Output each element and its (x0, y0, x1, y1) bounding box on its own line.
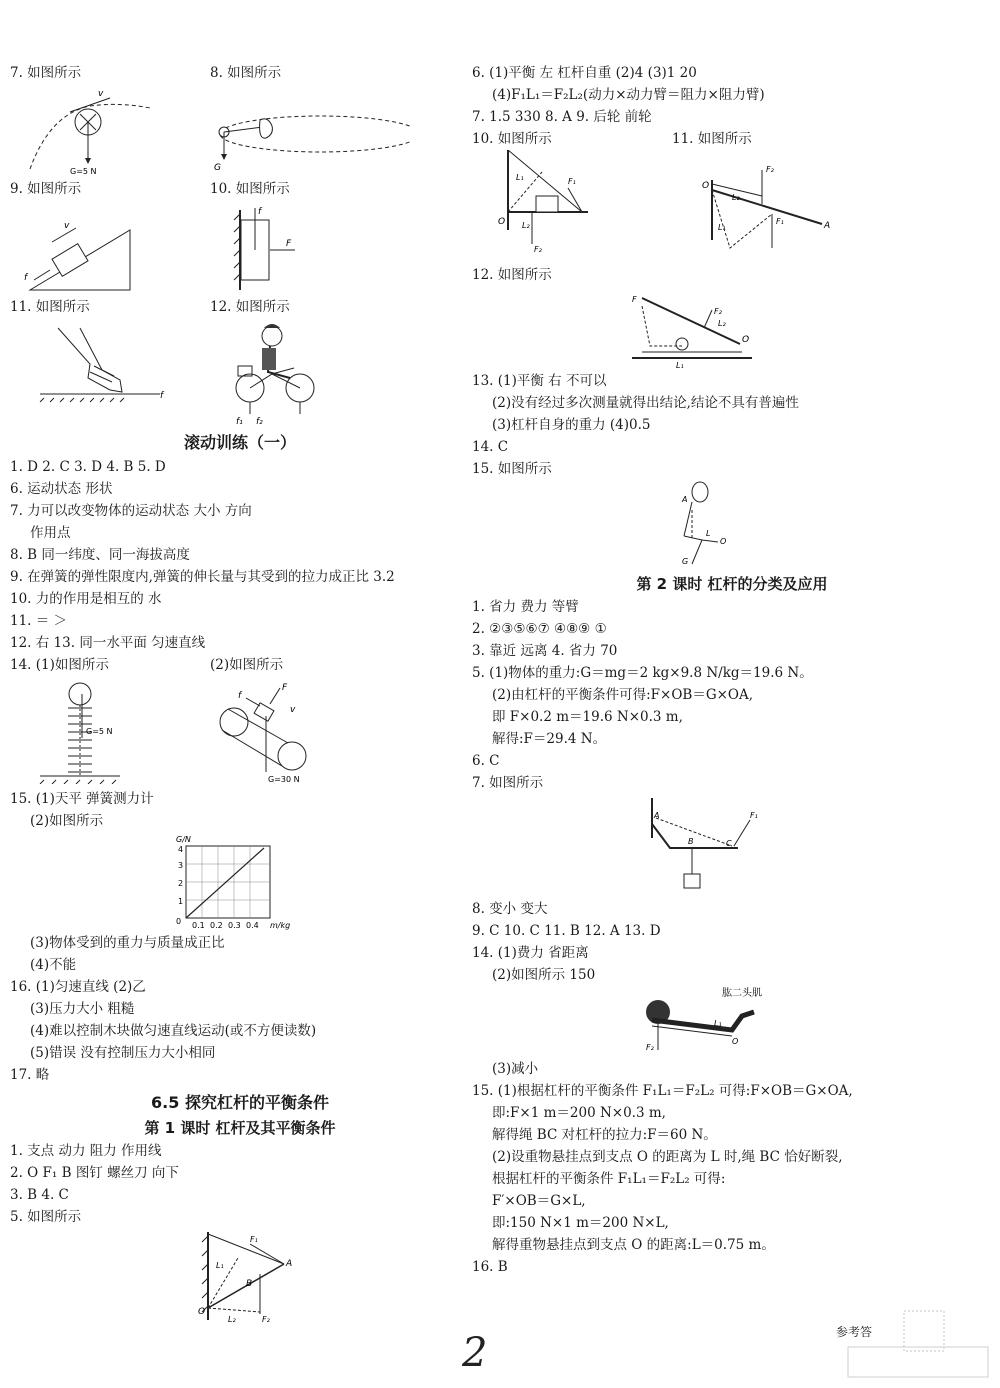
watermark-stamp (844, 1307, 994, 1382)
answer-line: 即:150 N×1 m＝200 N×L, (492, 1215, 669, 1231)
answer-line: (3)减小 (492, 1061, 539, 1077)
answer-line: 11. ＝ ＞ (10, 613, 68, 629)
arm-lever-svg (622, 986, 772, 1058)
svg-text:L₂: L₂ (228, 1315, 236, 1324)
r-q12-caption: 12. 如图所示 (472, 267, 552, 283)
answer-line: 6. (1)平衡 左 杠杆自重 (2)4 (3)1 20 (472, 65, 697, 81)
bicycle-rider-diagram (210, 318, 410, 426)
svg-text:v: v (290, 705, 296, 715)
answer-line: 7. 如图所示 (472, 775, 544, 791)
svg-text:3: 3 (178, 861, 184, 870)
answer-line: 16. B (472, 1259, 508, 1275)
ball-trajectory-diagram (10, 84, 210, 174)
answer-line: 即 F×0.2 m＝19.6 N×0.3 m, (492, 709, 683, 725)
lever-rope-diagram (672, 150, 872, 260)
section-subtitle-lesson2: 第 2 课时 杠杆的分类及应用 (636, 575, 828, 593)
svg-text:O: O (702, 181, 710, 191)
figures-r10-r11 (472, 128, 992, 264)
svg-text:0.2: 0.2 (210, 921, 223, 930)
answer-line: (2)如图所示 (30, 813, 104, 829)
answer-line: (4)不能 (30, 957, 77, 973)
svg-text:A: A (824, 221, 831, 231)
svg-text:G=30 N: G=30 N (268, 775, 300, 784)
svg-text:G=5 N: G=5 N (70, 167, 97, 174)
answer-line: 3. 靠近 远离 4. 省力 70 (472, 643, 618, 659)
q14-2-caption: (2)如图所示 (210, 657, 284, 673)
answer-line: 解得重物悬挂点到支点 O 的距离:L＝0.75 m。 (492, 1237, 775, 1253)
answer-line: 5. (1)物体的重力:G＝mg＝2 kg×9.8 N/kg＝19.6 N。 (472, 665, 813, 681)
leg-lever-svg (662, 480, 732, 570)
svg-text:F: F (286, 239, 292, 249)
answer-line: 根据杠杆的平衡条件 F₁L₁＝F₂L₂ 可得: (492, 1171, 726, 1187)
answer-line: (3)杠杆自身的重力 (4)0.5 (492, 417, 651, 433)
svg-text:O: O (498, 217, 506, 227)
answer-line: (2)设重物悬挂点到支点 O 的距离为 L 时,绳 BC 恰好断裂, (492, 1149, 843, 1165)
svg-text:F₂: F₂ (766, 165, 774, 174)
figures-14 (10, 654, 470, 788)
svg-text:G: G (682, 557, 689, 566)
answer-line: (2)没有经过多次测量就得出结论,结论不具有普遍性 (492, 395, 799, 411)
svg-text:L₂: L₂ (732, 193, 740, 202)
answer-line: 13. (1)平衡 右 不可以 (472, 373, 607, 389)
q10-caption: 10. 如图所示 (210, 181, 290, 197)
svg-text:F₁: F₁ (568, 177, 576, 186)
answer-line: 12. 右 13. 同一水平面 匀速直线 (10, 635, 206, 651)
answer-line: 7. 力可以改变物体的运动状态 大小 方向 (10, 503, 252, 519)
triangle-bracket-diagram (472, 150, 672, 260)
lever-wall-diagram-5 (10, 1228, 470, 1324)
answer-line: F′×OB＝G×L, (492, 1193, 586, 1209)
answer-line: 15. 如图所示 (472, 461, 552, 477)
answer-line: 9. 在弹簧的弹性限度内,弹簧的伸长量与其受到的拉力成正比 3.2 (10, 569, 395, 585)
svg-text:L₂: L₂ (718, 319, 726, 328)
figures-9-10 (10, 178, 470, 296)
answer-line: 15. (1)根据杠杆的平衡条件 F₁L₁＝F₂L₂ 可得:F×OB＝G×OA, (472, 1083, 853, 1099)
answer-line: 2. O F₁ B 图钉 螺丝刀 向下 (10, 1165, 179, 1181)
svg-text:L₁: L₁ (718, 223, 726, 232)
svg-text:1: 1 (178, 897, 184, 906)
section-subtitle-lesson1: 第 1 课时 杠杆及其平衡条件 (144, 1119, 336, 1137)
svg-text:0.3: 0.3 (228, 921, 241, 930)
answer-line: (3)物体受到的重力与质量成正比 (30, 935, 225, 951)
answer-line: 6. C (472, 753, 500, 769)
svg-text:v: v (64, 221, 70, 231)
svg-text:f₂: f₂ (256, 417, 263, 426)
svg-text:L₁: L₁ (676, 361, 684, 370)
svg-text:4: 4 (178, 845, 184, 854)
gravity-mass-graph (10, 832, 470, 932)
arm-lever-diagram (472, 986, 992, 1058)
svg-text:F: F (632, 295, 637, 304)
answer-line: 2. ②③⑤⑥⑦ ④⑧⑨ ① (472, 621, 607, 637)
answer-line: 14. (1)费力 省距离 (472, 945, 589, 961)
svg-text:B: B (246, 1279, 253, 1289)
svg-text:F₂: F₂ (714, 307, 722, 316)
r-q10-caption: 10. 如图所示 (472, 131, 552, 147)
crane-lever-svg (642, 794, 772, 898)
answer-line: (3)压力大小 粗糙 (30, 1001, 135, 1017)
svg-text:f₁: f₁ (236, 417, 243, 426)
svg-text:F₂: F₂ (262, 1315, 270, 1324)
svg-text:F₂: F₂ (534, 245, 542, 254)
handwritten-page-number: 2 (462, 1330, 488, 1376)
svg-text:A: A (682, 495, 688, 504)
answer-line: 16. (1)匀速直线 (2)乙 (10, 979, 146, 995)
svg-text:L₂: L₂ (522, 221, 530, 230)
svg-text:v: v (98, 89, 104, 99)
q11-caption: 11. 如图所示 (10, 299, 90, 315)
svg-text:肱二头肌: 肱二头肌 (722, 988, 762, 999)
answer-line: 即:F×1 m＝200 N×0.3 m, (492, 1105, 666, 1121)
svg-text:f: f (24, 273, 28, 283)
footer-reference-label: 参考答 (835, 1325, 872, 1339)
answer-line: 1. D 2. C 3. D 4. B 5. D (10, 459, 166, 475)
section-title-lever-balance: 6.5 探究杠杆的平衡条件 (151, 1093, 329, 1112)
swinging-ball-diagram (210, 84, 410, 174)
answer-line: 9. C 10. C 11. B 12. A 13. D (472, 923, 661, 939)
svg-text:F₂: F₂ (646, 1043, 654, 1052)
incline-block-diagram (10, 200, 210, 292)
svg-text:f: f (160, 391, 164, 401)
q12-caption: 12. 如图所示 (210, 299, 290, 315)
svg-text:O: O (732, 1037, 739, 1046)
answer-line: 15. (1)天平 弹簧测力计 (10, 791, 154, 807)
answer-line: (4)F₁L₁＝F₂L₂(动力×动力臂＝阻力×阻力臂) (492, 87, 765, 103)
answer-line: (4)难以控制木块做匀速直线运动(或不方便读数) (30, 1023, 317, 1039)
answer-line: 8. 变小 变大 (472, 901, 548, 917)
answer-line: 6. 运动状态 形状 (10, 481, 113, 497)
svg-text:m/kg: m/kg (270, 921, 291, 930)
wheelbarrow-svg (622, 286, 762, 370)
answer-line: 7. 1.5 330 8. A 9. 后轮 前轮 (472, 109, 652, 125)
answer-line: 5. 如图所示 (10, 1209, 82, 1225)
svg-text:2: 2 (178, 879, 184, 888)
answer-line: 1. 支点 动力 阻力 作用线 (10, 1143, 162, 1159)
answer-line: 8. B 同一纬度、同一海拔高度 (10, 547, 190, 563)
svg-text:B: B (688, 837, 694, 846)
q14-1-caption: 14. (1)如图所示 (10, 657, 109, 673)
answer-line: (2)由杠杆的平衡条件可得:F×OB＝G×OA, (492, 687, 754, 703)
q9-caption: 9. 如图所示 (10, 181, 82, 197)
svg-text:A: A (654, 811, 660, 820)
wheelbarrow-diagram (472, 286, 992, 370)
svg-text:f: f (258, 207, 262, 217)
svg-text:A: A (286, 1259, 293, 1269)
left-column (10, 62, 470, 1324)
answer-line: (2)如图所示 150 (492, 967, 596, 983)
svg-text:L₁: L₁ (216, 1261, 224, 1270)
q8-caption: 8. 如图所示 (210, 65, 282, 81)
figures-11-12 (10, 296, 470, 430)
answer-line: 3. B 4. C (10, 1187, 69, 1203)
leg-lever-diagram (472, 480, 992, 570)
svg-text:O: O (198, 1307, 206, 1317)
svg-text:L₁: L₁ (714, 1019, 722, 1028)
svg-text:F₁: F₁ (776, 217, 784, 226)
answer-line: 解得绳 BC 对杠杆的拉力:F＝60 N。 (492, 1127, 717, 1143)
q7-caption: 7. 如图所示 (10, 65, 82, 81)
svg-text:f: f (238, 691, 242, 701)
r-q11-caption: 11. 如图所示 (672, 131, 752, 147)
svg-text:0.1: 0.1 (192, 921, 205, 930)
right-column (472, 62, 992, 1278)
svg-text:F₁: F₁ (250, 1235, 258, 1244)
answer-line: (5)错误 没有控制压力大小相同 (30, 1045, 216, 1061)
svg-text:0: 0 (176, 917, 182, 926)
answer-line: 解得:F＝29.4 N。 (492, 731, 607, 747)
svg-text:C: C (726, 839, 732, 848)
svg-text:L₁: L₁ (516, 173, 524, 182)
svg-text:O: O (742, 335, 750, 345)
svg-text:G=5 N: G=5 N (86, 727, 113, 736)
foot-on-ground-diagram (10, 318, 210, 410)
section-title-rolling-training: 滚动训练（一） (183, 433, 296, 452)
svg-text:G: G (214, 163, 221, 173)
spring-ball-diagram (10, 676, 210, 784)
answer-line: 作用点 (30, 525, 71, 541)
svg-text:G/N: G/N (176, 835, 191, 844)
svg-text:L: L (706, 529, 711, 538)
svg-text:F: F (282, 683, 288, 693)
answer-line: 14. C (472, 439, 509, 455)
svg-text:F₁: F₁ (750, 811, 758, 820)
answer-line: 10. 力的作用是相互的 水 (10, 591, 162, 607)
svg-text:0.4: 0.4 (246, 921, 259, 930)
answer-line: 17. 略 (10, 1067, 50, 1083)
crane-lever-diagram (472, 794, 992, 898)
conveyor-belt-diagram (210, 676, 410, 784)
g-m-graph-svg (162, 832, 322, 932)
svg-text:O: O (720, 537, 727, 546)
figures-7-8 (10, 62, 470, 178)
lever-wall-svg (180, 1228, 310, 1324)
wall-block-diagram (210, 200, 410, 292)
answer-line: 1. 省力 费力 等臂 (472, 599, 579, 615)
